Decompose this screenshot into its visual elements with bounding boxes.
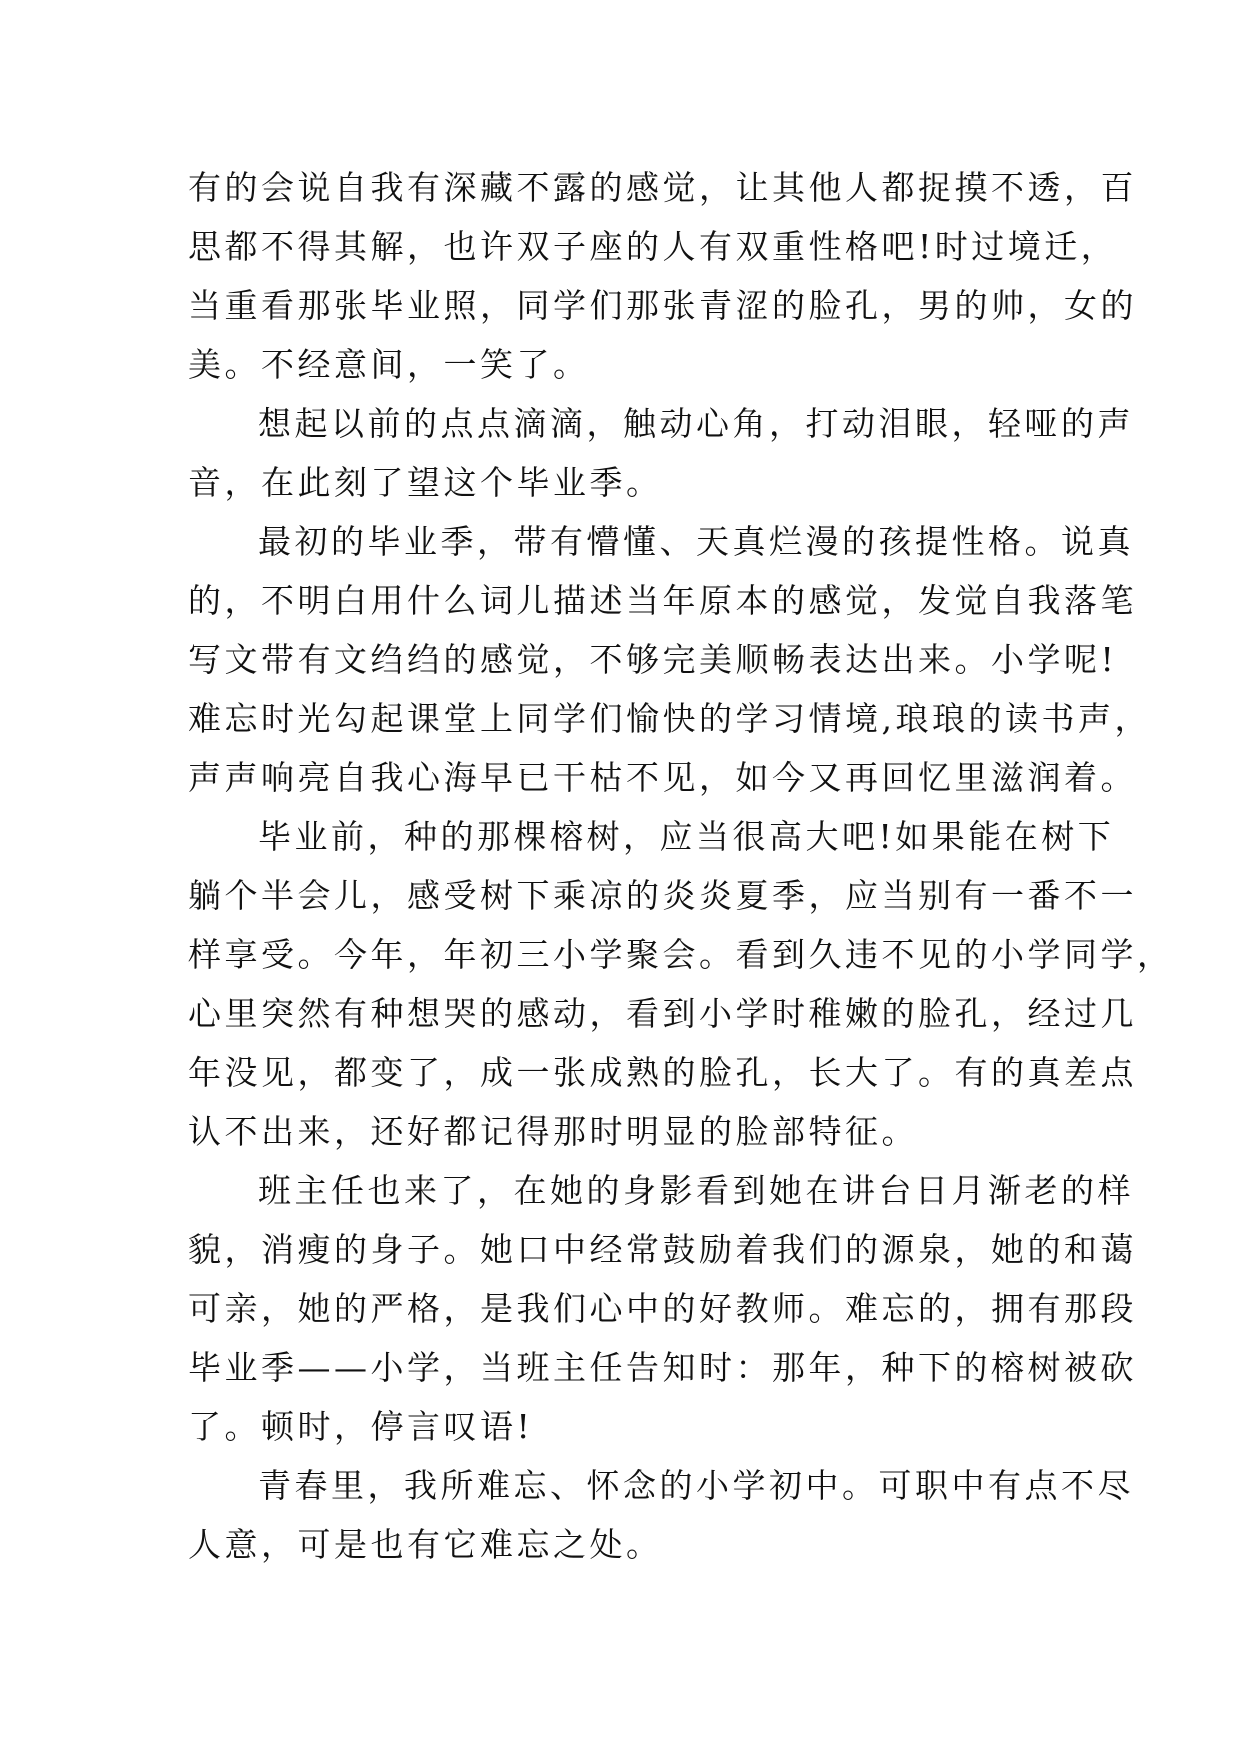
text-line: 貌，消瘦的身子。她口中经常鼓励着我们的源泉，她的和蔼 (188, 1230, 1137, 1269)
paragraph (188, 1456, 1134, 1574)
text-line: 写文带有文绉绉的感觉，不够完美顺畅表达出来。小学呢! (188, 640, 1118, 679)
text-line: 青春里，我所难忘、怀念的小学初中。可职中有点不尽 (258, 1466, 1134, 1505)
paragraph (188, 807, 1174, 1161)
text-line: 声声响亮自我心海早已干枯不见，如今又再回忆里滋润着。 (188, 758, 1137, 797)
text-line: 美。不经意间，一笑了。 (188, 345, 590, 384)
paragraph (188, 1161, 1137, 1456)
text-line: 毕业前，种的那棵榕树，应当很高大吧!如果能在树下 (258, 817, 1115, 856)
text-line: 躺个半会儿，感受树下乘凉的炎炎夏季，应当别有一番不一 (188, 876, 1137, 915)
text-line: 样享受。今年，年初三小学聚会。看到久违不见的小学同学， (188, 935, 1174, 974)
document-body (188, 158, 1174, 1574)
text-line: 思都不得其解，也许双子座的人有双重性格吧!时过境迁， (188, 227, 1118, 266)
text-line: 有的会说自我有深藏不露的感觉，让其他人都捉摸不透，百 (188, 168, 1137, 207)
text-line: 可亲，她的严格，是我们心中的好教师。难忘的，拥有那段 (188, 1289, 1137, 1328)
text-line: 毕业季——小学，当班主任告知时：那年，种下的榕树被砍 (188, 1348, 1137, 1387)
text-line: 的，不明白用什么词儿描述当年原本的感觉，发觉自我落笔 (188, 581, 1137, 620)
paragraph (188, 394, 1134, 512)
text-line: 了。顿时，停言叹语! (188, 1407, 534, 1446)
text-line: 想起以前的点点滴滴，触动心角，打动泪眼，轻哑的声 (258, 404, 1134, 443)
paragraph (188, 158, 1137, 394)
text-line: 最初的毕业季，带有懵懂、天真烂漫的孩提性格。说真 (258, 522, 1134, 561)
text-line: 音，在此刻了望这个毕业季。 (188, 463, 663, 502)
text-line: 班主任也来了，在她的身影看到她在讲台日月渐老的样 (258, 1171, 1134, 1210)
text-line: 人意，可是也有它难忘之处。 (188, 1525, 663, 1564)
text-line: 心里突然有种想哭的感动，看到小学时稚嫩的脸孔，经过几 (188, 994, 1137, 1033)
text-line: 难忘时光勾起课堂上同学们愉快的学习情境,琅琅的读书声， (188, 699, 1151, 738)
text-line: 当重看那张毕业照，同学们那张青涩的脸孔，男的帅，女的 (188, 286, 1137, 325)
text-line: 认不出来，还好都记得那时明显的脸部特征。 (188, 1112, 918, 1151)
text-line: 年没见，都变了，成一张成熟的脸孔，长大了。有的真差点 (188, 1053, 1137, 1092)
paragraph (188, 512, 1151, 807)
